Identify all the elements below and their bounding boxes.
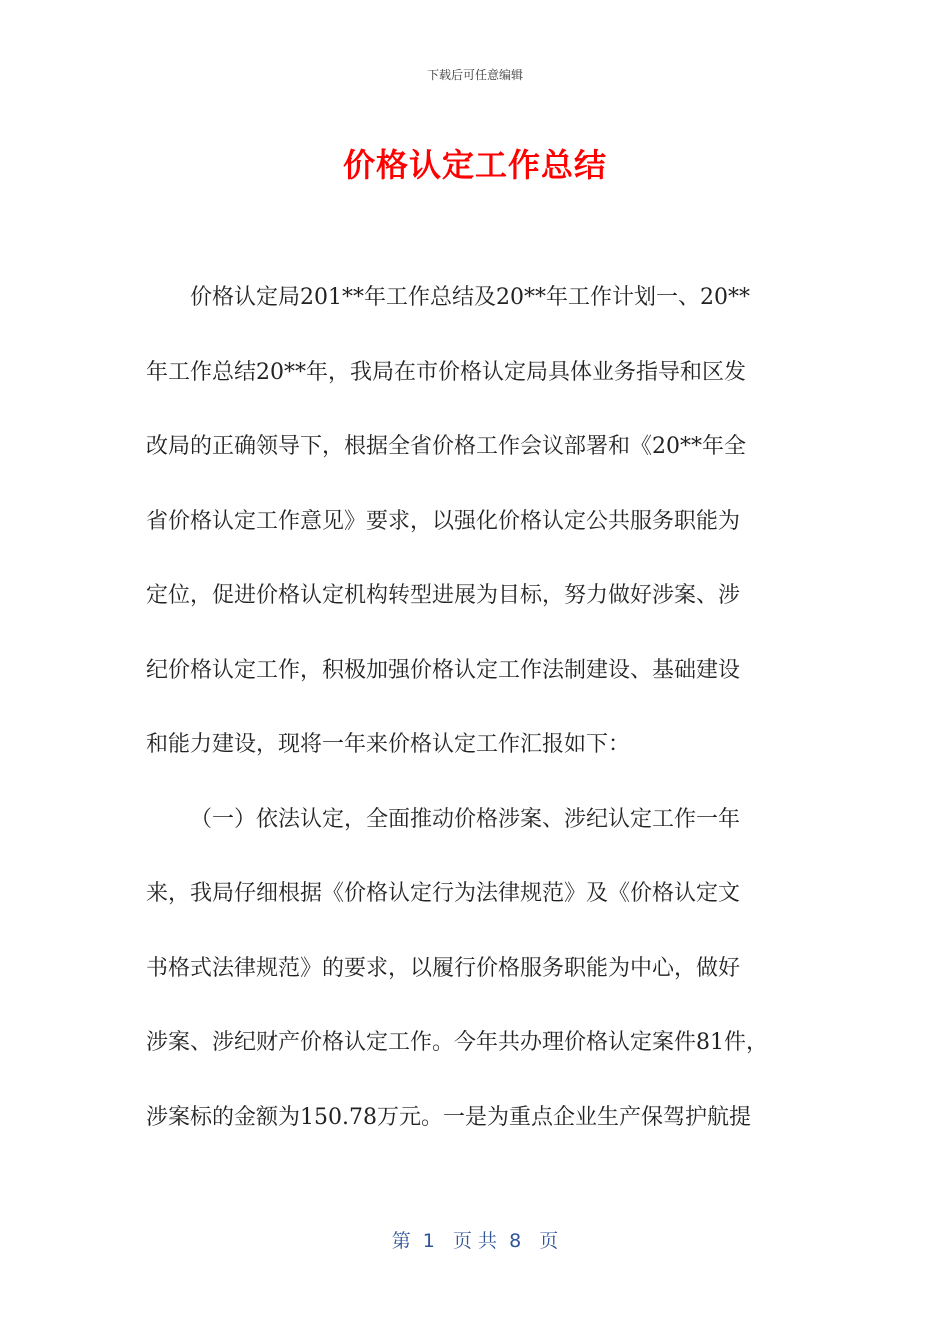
- page-footer: 第 1 页 共 8 页: [391, 1230, 559, 1252]
- paragraph-line: 来，我局仔细根据《价格认定行为法律规范》及《价格认定文: [146, 881, 741, 906]
- paragraph-line: 改局的正确领导下，根据全省价格工作会议部署和《20**年全: [146, 434, 746, 459]
- paragraph-line: 涉案标的金额为150.78万元。一是为重点企业生产保驾护航提: [146, 1104, 751, 1130]
- paragraph-line: 省价格认定工作意见》要求，以强化价格认定公共服务职能为: [146, 508, 741, 534]
- paragraph-line: 年工作总结20**年，我局在市价格认定局具体业务指导和区发: [146, 359, 746, 385]
- paragraph-line: 和能力建设，现将一年来价格认定工作汇报如下：: [146, 732, 631, 757]
- paragraph-line: 定位，促进价格认定机构转型进展为目标，努力做好涉案、涉: [146, 583, 741, 608]
- document-title: 价格认定工作总结: [342, 146, 607, 184]
- paragraph-line: 涉案、涉纪财产价格认定工作。今年共办理价格认定案件81件，: [146, 1030, 768, 1055]
- document-body: [146, 274, 808, 1168]
- paragraph-line: （一）依法认定，全面推动价格涉案、涉纪认定工作一年: [190, 806, 741, 832]
- header-note: 下载后可任意编辑: [426, 68, 523, 82]
- paragraph-line: 纪价格认定工作，积极加强价格认定工作法制建设、基础建设: [146, 657, 741, 683]
- paragraph-line: 书格式法律规范》的要求，以履行价格服务职能为中心，做好: [146, 955, 741, 981]
- paragraph-line: 价格认定局201**年工作总结及20**年工作计划一、20**: [190, 285, 750, 310]
